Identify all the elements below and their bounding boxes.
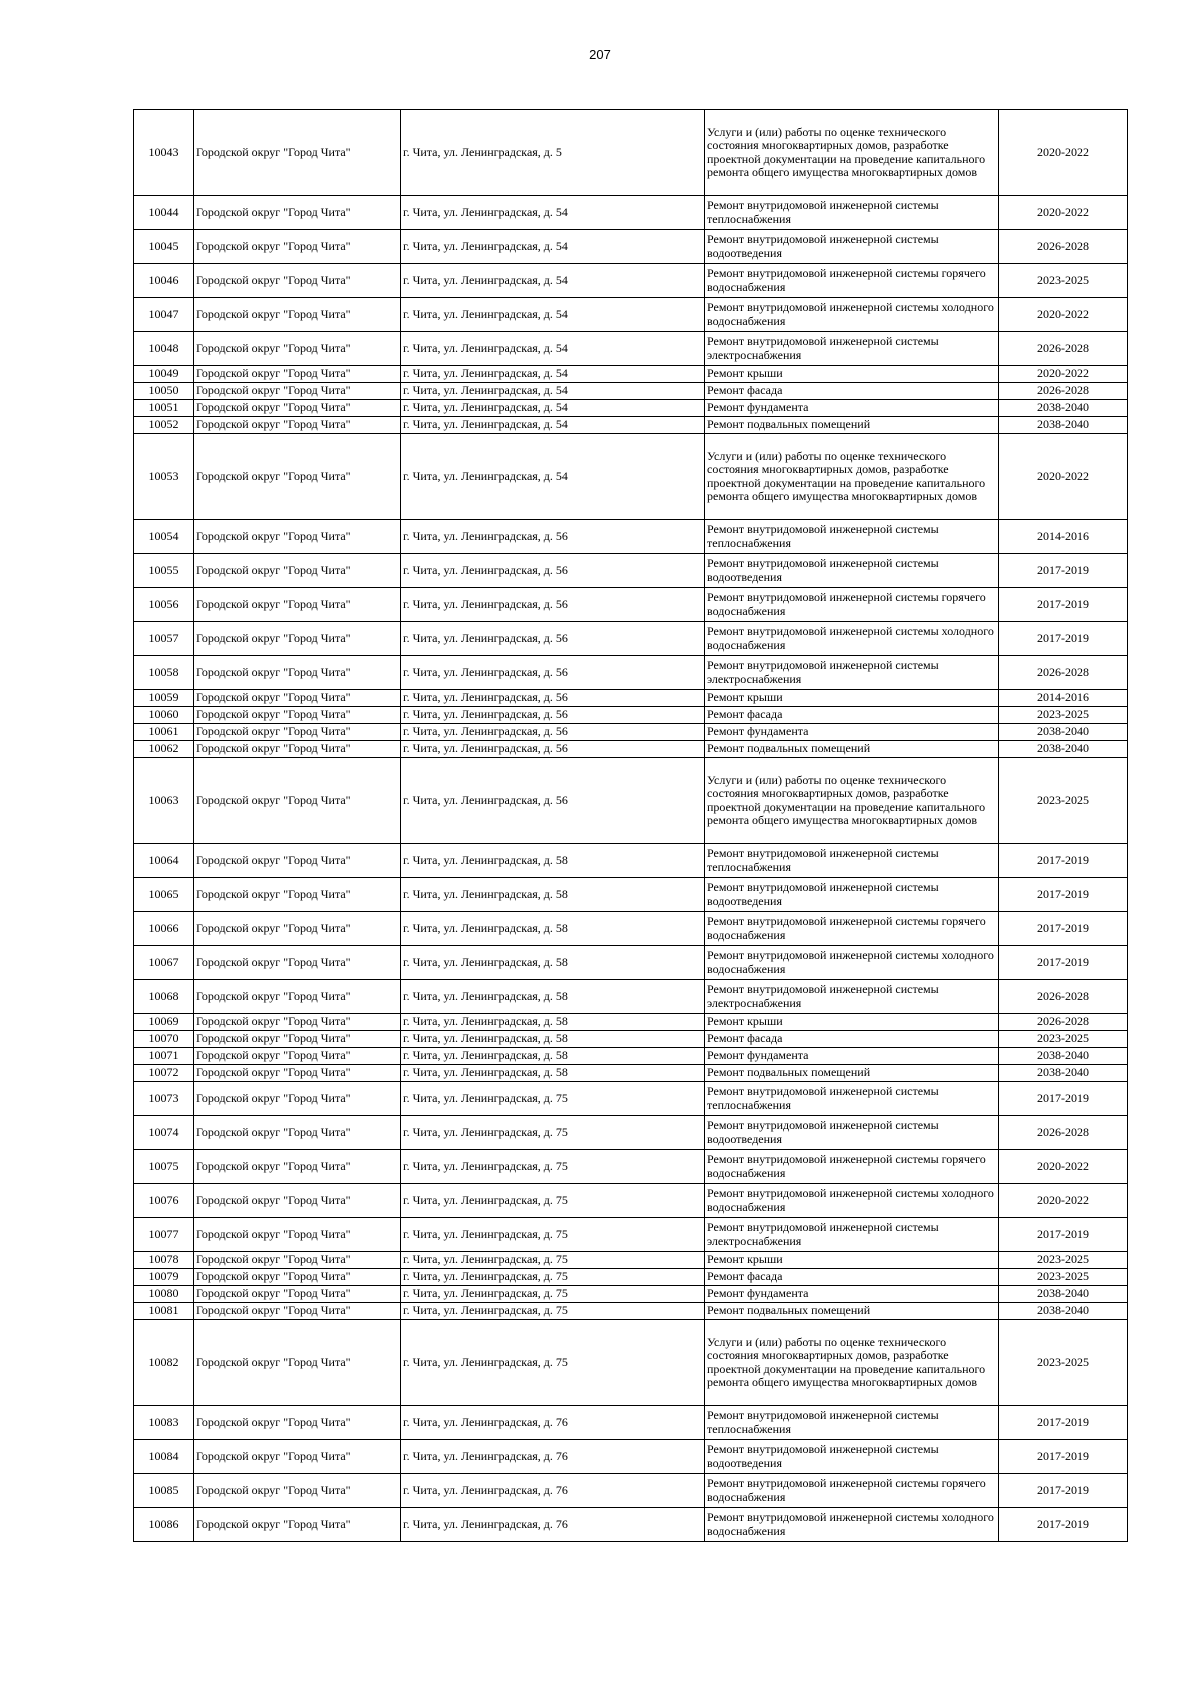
period-cell: 2023-2025 xyxy=(999,264,1128,298)
address-cell: г. Чита, ул. Ленинградская, д. 76 xyxy=(401,1508,705,1542)
work-type-cell: Ремонт внутридомовой инженерной системы горячего водоснабжения xyxy=(705,264,999,298)
municipality-cell: Городской округ "Город Чита" xyxy=(194,656,401,690)
address-cell: г. Чита, ул. Ленинградская, д. 58 xyxy=(401,1031,705,1048)
period-cell: 2038-2040 xyxy=(999,1048,1128,1065)
row-number: 10044 xyxy=(134,196,194,230)
address-cell: г. Чита, ул. Ленинградская, д. 56 xyxy=(401,758,705,844)
table-row xyxy=(134,1014,1128,1031)
address-cell: г. Чита, ул. Ленинградская, д. 54 xyxy=(401,434,705,520)
period-cell: 2017-2019 xyxy=(999,1474,1128,1508)
address-cell: г. Чита, ул. Ленинградская, д. 75 xyxy=(401,1150,705,1184)
table-row xyxy=(134,1269,1128,1286)
page-number: 207 xyxy=(589,47,611,62)
address-cell: г. Чита, ул. Ленинградская, д. 76 xyxy=(401,1474,705,1508)
municipality-cell: Городской округ "Город Чита" xyxy=(194,724,401,741)
row-number: 10082 xyxy=(134,1320,194,1406)
table-row xyxy=(134,1048,1128,1065)
work-type-cell: Ремонт внутридомовой инженерной системы горячего водоснабжения xyxy=(705,1150,999,1184)
table-row xyxy=(134,332,1128,366)
period-cell: 2017-2019 xyxy=(999,1440,1128,1474)
address-cell: г. Чита, ул. Ленинградская, д. 75 xyxy=(401,1116,705,1150)
municipality-cell: Городской округ "Город Чита" xyxy=(194,366,401,383)
row-number: 10080 xyxy=(134,1286,194,1303)
address-cell: г. Чита, ул. Ленинградская, д. 54 xyxy=(401,230,705,264)
period-cell: 2023-2025 xyxy=(999,707,1128,724)
table-row xyxy=(134,366,1128,383)
period-cell: 2026-2028 xyxy=(999,656,1128,690)
work-type-cell: Ремонт внутридомовой инженерной системы горячего водоснабжения xyxy=(705,588,999,622)
address-cell: г. Чита, ул. Ленинградская, д. 58 xyxy=(401,946,705,980)
period-cell: 2038-2040 xyxy=(999,1303,1128,1320)
row-number: 10072 xyxy=(134,1065,194,1082)
municipality-cell: Городской округ "Город Чита" xyxy=(194,332,401,366)
table-row xyxy=(134,1286,1128,1303)
row-number: 10067 xyxy=(134,946,194,980)
address-cell: г. Чита, ул. Ленинградская, д. 5 xyxy=(401,110,705,196)
period-cell: 2017-2019 xyxy=(999,912,1128,946)
municipality-cell: Городской округ "Город Чита" xyxy=(194,878,401,912)
work-type-cell: Ремонт внутридомовой инженерной системы холодного водоснабжения xyxy=(705,1508,999,1542)
row-number: 10074 xyxy=(134,1116,194,1150)
period-cell: 2023-2025 xyxy=(999,1320,1128,1406)
table-row xyxy=(134,520,1128,554)
period-cell: 2017-2019 xyxy=(999,878,1128,912)
municipality-cell: Городской округ "Город Чита" xyxy=(194,1440,401,1474)
table-row xyxy=(134,400,1128,417)
work-type-cell: Ремонт подвальных помещений xyxy=(705,741,999,758)
municipality-cell: Городской округ "Город Чита" xyxy=(194,844,401,878)
municipality-cell: Городской округ "Город Чита" xyxy=(194,520,401,554)
municipality-cell: Городской округ "Город Чита" xyxy=(194,1184,401,1218)
municipality-cell: Городской округ "Город Чита" xyxy=(194,758,401,844)
address-cell: г. Чита, ул. Ленинградская, д. 76 xyxy=(401,1440,705,1474)
address-cell: г. Чита, ул. Ленинградская, д. 75 xyxy=(401,1286,705,1303)
address-cell: г. Чита, ул. Ленинградская, д. 58 xyxy=(401,1065,705,1082)
period-cell: 2038-2040 xyxy=(999,1065,1128,1082)
row-number: 10071 xyxy=(134,1048,194,1065)
period-cell: 2026-2028 xyxy=(999,230,1128,264)
address-cell: г. Чита, ул. Ленинградская, д. 54 xyxy=(401,417,705,434)
row-number: 10051 xyxy=(134,400,194,417)
table-row xyxy=(134,264,1128,298)
row-number: 10046 xyxy=(134,264,194,298)
address-cell: г. Чита, ул. Ленинградская, д. 75 xyxy=(401,1303,705,1320)
table-row xyxy=(134,912,1128,946)
row-number: 10047 xyxy=(134,298,194,332)
row-number: 10048 xyxy=(134,332,194,366)
address-cell: г. Чита, ул. Ленинградская, д. 58 xyxy=(401,844,705,878)
row-number: 10083 xyxy=(134,1406,194,1440)
table-row xyxy=(134,1218,1128,1252)
table-row xyxy=(134,588,1128,622)
row-number: 10073 xyxy=(134,1082,194,1116)
period-cell: 2020-2022 xyxy=(999,110,1128,196)
table-row xyxy=(134,1406,1128,1440)
table-row xyxy=(134,980,1128,1014)
work-type-cell: Ремонт фасада xyxy=(705,1269,999,1286)
municipality-cell: Городской округ "Город Чита" xyxy=(194,434,401,520)
work-type-cell: Ремонт внутридомовой инженерной системы теплоснабжения xyxy=(705,196,999,230)
work-type-cell: Ремонт внутридомовой инженерной системы водоотведения xyxy=(705,878,999,912)
work-type-cell: Ремонт внутридомовой инженерной системы водоотведения xyxy=(705,1440,999,1474)
period-cell: 2017-2019 xyxy=(999,1218,1128,1252)
address-cell: г. Чита, ул. Ленинградская, д. 54 xyxy=(401,366,705,383)
municipality-cell: Городской округ "Город Чита" xyxy=(194,741,401,758)
table-row xyxy=(134,1474,1128,1508)
period-cell: 2020-2022 xyxy=(999,196,1128,230)
row-number: 10052 xyxy=(134,417,194,434)
address-cell: г. Чита, ул. Ленинградская, д. 56 xyxy=(401,554,705,588)
address-cell: г. Чита, ул. Ленинградская, д. 58 xyxy=(401,980,705,1014)
work-type-cell: Ремонт внутридомовой инженерной системы электроснабжения xyxy=(705,1218,999,1252)
municipality-cell: Городской округ "Город Чита" xyxy=(194,1252,401,1269)
municipality-cell: Городской округ "Город Чита" xyxy=(194,690,401,707)
row-number: 10055 xyxy=(134,554,194,588)
address-cell: г. Чита, ул. Ленинградская, д. 75 xyxy=(401,1218,705,1252)
work-type-cell: Ремонт внутридомовой инженерной системы теплоснабжения xyxy=(705,1082,999,1116)
work-type-cell: Услуги и (или) работы по оценке технического состояния многоквартирных домов, разработке проектной документации на проведение капитального ремонта общего имущества многоквартирных домов xyxy=(705,434,999,520)
municipality-cell: Городской округ "Город Чита" xyxy=(194,1218,401,1252)
table-row xyxy=(134,417,1128,434)
table-row xyxy=(134,1252,1128,1269)
row-number: 10068 xyxy=(134,980,194,1014)
address-cell: г. Чита, ул. Ленинградская, д. 56 xyxy=(401,741,705,758)
row-number: 10056 xyxy=(134,588,194,622)
work-type-cell: Ремонт внутридомовой инженерной системы электроснабжения xyxy=(705,980,999,1014)
period-cell: 2020-2022 xyxy=(999,1184,1128,1218)
municipality-cell: Городской округ "Город Чита" xyxy=(194,1150,401,1184)
municipality-cell: Городской округ "Город Чита" xyxy=(194,946,401,980)
municipality-cell: Городской округ "Город Чита" xyxy=(194,1474,401,1508)
row-number: 10065 xyxy=(134,878,194,912)
municipality-cell: Городской округ "Город Чита" xyxy=(194,1508,401,1542)
period-cell: 2020-2022 xyxy=(999,298,1128,332)
table-row xyxy=(134,946,1128,980)
period-cell: 2020-2022 xyxy=(999,434,1128,520)
table-row xyxy=(134,1440,1128,1474)
work-type-cell: Ремонт внутридомовой инженерной системы электроснабжения xyxy=(705,656,999,690)
table-row xyxy=(134,434,1128,520)
table-row xyxy=(134,1082,1128,1116)
table-row xyxy=(134,741,1128,758)
row-number: 10059 xyxy=(134,690,194,707)
address-cell: г. Чита, ул. Ленинградская, д. 56 xyxy=(401,520,705,554)
work-type-cell: Ремонт крыши xyxy=(705,1252,999,1269)
period-cell: 2026-2028 xyxy=(999,1014,1128,1031)
period-cell: 2014-2016 xyxy=(999,690,1128,707)
row-number: 10058 xyxy=(134,656,194,690)
table-row xyxy=(134,622,1128,656)
municipality-cell: Городской округ "Город Чита" xyxy=(194,196,401,230)
row-number: 10049 xyxy=(134,366,194,383)
municipality-cell: Городской округ "Город Чита" xyxy=(194,1303,401,1320)
period-cell: 2017-2019 xyxy=(999,1508,1128,1542)
row-number: 10079 xyxy=(134,1269,194,1286)
work-type-cell: Ремонт фасада xyxy=(705,1031,999,1048)
municipality-cell: Городской округ "Город Чита" xyxy=(194,1269,401,1286)
address-cell: г. Чита, ул. Ленинградская, д. 54 xyxy=(401,332,705,366)
period-cell: 2023-2025 xyxy=(999,1031,1128,1048)
municipality-cell: Городской округ "Город Чита" xyxy=(194,1320,401,1406)
address-cell: г. Чита, ул. Ленинградская, д. 56 xyxy=(401,724,705,741)
address-cell: г. Чита, ул. Ленинградская, д. 58 xyxy=(401,1048,705,1065)
address-cell: г. Чита, ул. Ленинградская, д. 54 xyxy=(401,264,705,298)
municipality-cell: Городской округ "Город Чита" xyxy=(194,264,401,298)
table-row xyxy=(134,724,1128,741)
period-cell: 2026-2028 xyxy=(999,1116,1128,1150)
work-type-cell: Ремонт подвальных помещений xyxy=(705,417,999,434)
row-number: 10077 xyxy=(134,1218,194,1252)
row-number: 10081 xyxy=(134,1303,194,1320)
table-row xyxy=(134,707,1128,724)
work-type-cell: Ремонт подвальных помещений xyxy=(705,1065,999,1082)
period-cell: 2017-2019 xyxy=(999,946,1128,980)
work-type-cell: Ремонт крыши xyxy=(705,1014,999,1031)
table-row xyxy=(134,383,1128,400)
work-type-cell: Ремонт внутридомовой инженерной системы водоотведения xyxy=(705,230,999,264)
address-cell: г. Чита, ул. Ленинградская, д. 76 xyxy=(401,1406,705,1440)
work-type-cell: Ремонт фундамента xyxy=(705,400,999,417)
table-row xyxy=(134,1184,1128,1218)
work-type-cell: Ремонт внутридомовой инженерной системы горячего водоснабжения xyxy=(705,912,999,946)
table-row xyxy=(134,1150,1128,1184)
period-cell: 2038-2040 xyxy=(999,741,1128,758)
table-body xyxy=(134,110,1128,1542)
work-type-cell: Ремонт фасада xyxy=(705,707,999,724)
table-row xyxy=(134,298,1128,332)
work-type-cell: Ремонт внутридомовой инженерной системы холодного водоснабжения xyxy=(705,946,999,980)
municipality-cell: Городской округ "Город Чита" xyxy=(194,298,401,332)
work-type-cell: Ремонт крыши xyxy=(705,690,999,707)
period-cell: 2026-2028 xyxy=(999,332,1128,366)
row-number: 10069 xyxy=(134,1014,194,1031)
table-row xyxy=(134,656,1128,690)
work-type-cell: Ремонт внутридомовой инженерной системы холодного водоснабжения xyxy=(705,622,999,656)
work-type-cell: Ремонт крыши xyxy=(705,366,999,383)
row-number: 10084 xyxy=(134,1440,194,1474)
work-type-cell: Услуги и (или) работы по оценке технического состояния многоквартирных домов, разработке проектной документации на проведение капитального ремонта общего имущества многоквартирных домов xyxy=(705,110,999,196)
work-type-cell: Ремонт внутридомовой инженерной системы теплоснабжения xyxy=(705,520,999,554)
work-type-cell: Ремонт внутридомовой инженерной системы горячего водоснабжения xyxy=(705,1474,999,1508)
address-cell: г. Чита, ул. Ленинградская, д. 56 xyxy=(401,690,705,707)
row-number: 10070 xyxy=(134,1031,194,1048)
row-number: 10054 xyxy=(134,520,194,554)
table-row xyxy=(134,554,1128,588)
address-cell: г. Чита, ул. Ленинградская, д. 75 xyxy=(401,1184,705,1218)
period-cell: 2026-2028 xyxy=(999,383,1128,400)
work-type-cell: Ремонт фундамента xyxy=(705,1048,999,1065)
repair-plan-table xyxy=(133,109,1128,1542)
address-cell: г. Чита, ул. Ленинградская, д. 75 xyxy=(401,1082,705,1116)
municipality-cell: Городской округ "Город Чита" xyxy=(194,912,401,946)
municipality-cell: Городской округ "Город Чита" xyxy=(194,1286,401,1303)
work-type-cell: Ремонт внутридомовой инженерной системы холодного водоснабжения xyxy=(705,1184,999,1218)
municipality-cell: Городской округ "Город Чита" xyxy=(194,110,401,196)
municipality-cell: Городской округ "Город Чита" xyxy=(194,980,401,1014)
work-type-cell: Ремонт внутридомовой инженерной системы водоотведения xyxy=(705,1116,999,1150)
period-cell: 2023-2025 xyxy=(999,1269,1128,1286)
table-row xyxy=(134,690,1128,707)
work-type-cell: Ремонт внутридомовой инженерной системы электроснабжения xyxy=(705,332,999,366)
row-number: 10078 xyxy=(134,1252,194,1269)
table-row xyxy=(134,1303,1128,1320)
period-cell: 2023-2025 xyxy=(999,758,1128,844)
address-cell: г. Чита, ул. Ленинградская, д. 54 xyxy=(401,400,705,417)
work-type-cell: Ремонт внутридомовой инженерной системы теплоснабжения xyxy=(705,1406,999,1440)
municipality-cell: Городской округ "Город Чита" xyxy=(194,417,401,434)
row-number: 10086 xyxy=(134,1508,194,1542)
address-cell: г. Чита, ул. Ленинградская, д. 75 xyxy=(401,1269,705,1286)
work-type-cell: Ремонт подвальных помещений xyxy=(705,1303,999,1320)
row-number: 10064 xyxy=(134,844,194,878)
period-cell: 2017-2019 xyxy=(999,554,1128,588)
table-row xyxy=(134,1116,1128,1150)
municipality-cell: Городской округ "Город Чита" xyxy=(194,1031,401,1048)
row-number: 10061 xyxy=(134,724,194,741)
work-type-cell: Ремонт фундамента xyxy=(705,1286,999,1303)
period-cell: 2017-2019 xyxy=(999,588,1128,622)
period-cell: 2038-2040 xyxy=(999,417,1128,434)
municipality-cell: Городской округ "Город Чита" xyxy=(194,383,401,400)
address-cell: г. Чита, ул. Ленинградская, д. 56 xyxy=(401,588,705,622)
municipality-cell: Городской округ "Город Чита" xyxy=(194,1048,401,1065)
row-number: 10060 xyxy=(134,707,194,724)
municipality-cell: Городской округ "Город Чита" xyxy=(194,588,401,622)
row-number: 10057 xyxy=(134,622,194,656)
row-number: 10063 xyxy=(134,758,194,844)
municipality-cell: Городской округ "Город Чита" xyxy=(194,1406,401,1440)
period-cell: 2014-2016 xyxy=(999,520,1128,554)
row-number: 10062 xyxy=(134,741,194,758)
address-cell: г. Чита, ул. Ленинградская, д. 58 xyxy=(401,912,705,946)
municipality-cell: Городской округ "Город Чита" xyxy=(194,1082,401,1116)
table-row xyxy=(134,1031,1128,1048)
municipality-cell: Городской округ "Город Чита" xyxy=(194,400,401,417)
address-cell: г. Чита, ул. Ленинградская, д. 56 xyxy=(401,656,705,690)
table-row xyxy=(134,110,1128,196)
work-type-cell: Услуги и (или) работы по оценке технического состояния многоквартирных домов, разработке проектной документации на проведение капитального ремонта общего имущества многоквартирных домов xyxy=(705,1320,999,1406)
table-row xyxy=(134,196,1128,230)
table-row xyxy=(134,230,1128,264)
municipality-cell: Городской округ "Город Чита" xyxy=(194,1116,401,1150)
address-cell: г. Чита, ул. Ленинградская, д. 75 xyxy=(401,1320,705,1406)
row-number: 10075 xyxy=(134,1150,194,1184)
period-cell: 2017-2019 xyxy=(999,1082,1128,1116)
table-row xyxy=(134,758,1128,844)
table-row xyxy=(134,844,1128,878)
municipality-cell: Городской округ "Город Чита" xyxy=(194,707,401,724)
period-cell: 2026-2028 xyxy=(999,980,1128,1014)
work-type-cell: Ремонт фасада xyxy=(705,383,999,400)
row-number: 10085 xyxy=(134,1474,194,1508)
period-cell: 2038-2040 xyxy=(999,400,1128,417)
period-cell: 2017-2019 xyxy=(999,844,1128,878)
municipality-cell: Городской округ "Город Чита" xyxy=(194,1065,401,1082)
address-cell: г. Чита, ул. Ленинградская, д. 58 xyxy=(401,1014,705,1031)
work-type-cell: Ремонт фундамента xyxy=(705,724,999,741)
period-cell: 2017-2019 xyxy=(999,622,1128,656)
row-number: 10045 xyxy=(134,230,194,264)
table-row xyxy=(134,1320,1128,1406)
row-number: 10050 xyxy=(134,383,194,400)
municipality-cell: Городской округ "Город Чита" xyxy=(194,554,401,588)
period-cell: 2038-2040 xyxy=(999,1286,1128,1303)
address-cell: г. Чита, ул. Ленинградская, д. 54 xyxy=(401,196,705,230)
table-row xyxy=(134,1508,1128,1542)
work-type-cell: Ремонт внутридомовой инженерной системы теплоснабжения xyxy=(705,844,999,878)
address-cell: г. Чита, ул. Ленинградская, д. 54 xyxy=(401,298,705,332)
period-cell: 2020-2022 xyxy=(999,366,1128,383)
address-cell: г. Чита, ул. Ленинградская, д. 56 xyxy=(401,707,705,724)
row-number: 10053 xyxy=(134,434,194,520)
address-cell: г. Чита, ул. Ленинградская, д. 75 xyxy=(401,1252,705,1269)
period-cell: 2020-2022 xyxy=(999,1150,1128,1184)
table-row xyxy=(134,1065,1128,1082)
work-type-cell: Ремонт внутридомовой инженерной системы холодного водоснабжения xyxy=(705,298,999,332)
table-row xyxy=(134,878,1128,912)
address-cell: г. Чита, ул. Ленинградская, д. 54 xyxy=(401,383,705,400)
municipality-cell: Городской округ "Город Чита" xyxy=(194,1014,401,1031)
address-cell: г. Чита, ул. Ленинградская, д. 56 xyxy=(401,622,705,656)
municipality-cell: Городской округ "Город Чита" xyxy=(194,622,401,656)
row-number: 10076 xyxy=(134,1184,194,1218)
row-number: 10043 xyxy=(134,110,194,196)
work-type-cell: Ремонт внутридомовой инженерной системы водоотведения xyxy=(705,554,999,588)
period-cell: 2023-2025 xyxy=(999,1252,1128,1269)
row-number: 10066 xyxy=(134,912,194,946)
period-cell: 2017-2019 xyxy=(999,1406,1128,1440)
municipality-cell: Городской округ "Город Чита" xyxy=(194,230,401,264)
work-type-cell: Услуги и (или) работы по оценке технического состояния многоквартирных домов, разработке проектной документации на проведение капитального ремонта общего имущества многоквартирных домов xyxy=(705,758,999,844)
address-cell: г. Чита, ул. Ленинградская, д. 58 xyxy=(401,878,705,912)
period-cell: 2038-2040 xyxy=(999,724,1128,741)
